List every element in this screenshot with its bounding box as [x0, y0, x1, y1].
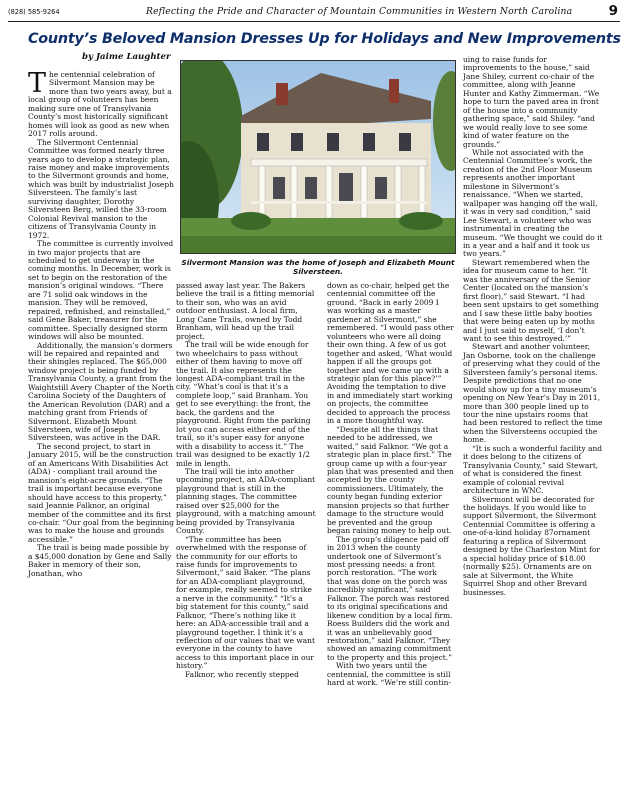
paragraph: The trail is being made possible by a $45,000 donation by Gene and Sally Baker in memory of their son, Jonathan, who [28, 543, 172, 578]
paragraph: Stewart remembered when the idea for museum came to her. “It was the anniversary of the Senior Center (located on the mansion’s first floor),” said Stewart. “I had been sent upstairs to get something and I saw these little baby booties that were being eaten up by moths and I just said to myself, ‘I don’t want to see this destroyed.’” [463, 257, 599, 343]
header-tagline: Reflecting the Pride and Character of Mountain Communities in Western North Carolina [146, 6, 573, 17]
paragraph: The second project, to start in January 2015, will be the construction of an Americans With Disabilities Act (ADA) - compliant trail around the mansion’s eight-acre grounds. “The trail is important because everyone should have access to this property,” said Jeannie Falknor, an original member of the committee and its first co-chair. “Our goal from the beginning was to make the house and grounds accessible.” [28, 441, 174, 544]
paragraph: Additionally, the mansion’s dormers will be repaired and repainted and their shingles replaced. The $65,000 window project is being funded by Transylvania County, a grant from the Waightstill Avery Chapter of the North Carolina Society of the Daughters of the American Revolution (DAR) and a matching grant from Friends of Silvermont. Elizabeth Mount Silversteen, wife of Joseph Silversteen, was active in the DAR. [28, 340, 174, 443]
paragraph: Falknor, who recently stepped [185, 669, 299, 679]
paragraph: The centennial celebration of Silvermont Mansion may be more than two years away, but a local group of volunteers has been making sure one of Transylvania County’s most historically significant homes will look as good as new when 2017 rolls around. [28, 68, 172, 139]
paragraph: The group’s diligence paid off in 2013 when the county undertook one of Silvermont’s most pressing needs: a front porch restoration. “The work that was done on the porch was incredibly significant,” said Falknor. The porch was restored to its original specifications and likenew condition by a local firm. Roess Builders did the work and it was an unbelievably good restoration,” said Falknor. “They showed an amazing commitment to the property and this project.” [327, 534, 453, 662]
paragraph: The committee is currently involved in two major projects that are scheduled to get underway in the coming months. In December, work is set to begin on the restoration of the mansion’s original windows. “There are 71 solid oak windows in the mansion. They will be removed, repaired, refinished, and reinstalled,” said Gene Baker, treasurer for the committee. Specially designed storm windows will also be mounted. [28, 239, 174, 342]
mansion-photo [180, 60, 456, 254]
paragraph: With two years until the centennial, the committee is still hard at work. “We’re still contin- [327, 661, 451, 688]
paragraph: “Despite all the things that needed to be addressed, we waited,” said Falknor. “We got a strategic plan in place first.” The group came up with a four-year plan that was presented and then accepted by the county commissioners. Ultimately, the county began funding exterior mansion projects so that further damage to the structure would be prevented and the group began raising money to help out. [327, 424, 454, 536]
header-phone: (828) 585-9264 [8, 8, 60, 16]
paragraph: Silvermont will be decorated for the holidays. If you would like to support Silvermont, the Silvermont Centennial Committee is offering a one-of-a-kind holiday 87ornament featuring a replica of Silvermont designed by the Charleston Mint for a special holiday price of $18.00 (normally $25). Ornaments are on sale at Silvermont, the White Squirrel Shop and other Brevard businesses. [463, 494, 600, 597]
paragraph: The Silvermont Centennial Committee was formed nearly three years ago to develop a strategic plan, raise money and make improvements to the Silvermont grounds and home, which was built by industrialist Joseph Silversteen. The family’s last surviving daughter, Dorothy Silversteen Berg, willed the 33-room Colonial Revival mansion to the citizens of Transylvania County in 1972. [28, 137, 174, 240]
paragraph: “The committee has been overwhelmed with the response of the community for our efforts to raise funds for improvements to Silvermont,” said Baker. “The plans for an ADA-compliant playground, for example, really seemed to strike a nerve in the community.” “It’s a big statement for this county,” said Falknor, “There’s nothing like it here: an ADA-accessible trail and a playground together. I think it’s a reflection of our values that we want everyone in the county to have access to this important place in our history.” [176, 534, 315, 671]
page-number: 9 [608, 3, 618, 19]
paragraph: The trail will tie into another upcoming project, an ADA-compliant playground that is still in the planning stages. The committee raised over $25,000 for the playground, with a matching amount being provided by Transylvania County. [176, 466, 316, 536]
paragraph: “It is such a wonderful facility and it does belong to the citizens of Transylvania County,” said Stewart, of what is considered the finest example of colonial revival architecture in WNC. [463, 443, 603, 496]
article-column-4 [463, 56, 603, 597]
mansion-illustration [181, 61, 456, 254]
article-column-1 [28, 68, 174, 578]
paragraph: down as co-chair, helped get the centennial committee off the ground. “Back in early 2009 I was working as a master gardener at Silvermont,” she remembered. “I would pass other volunteers who were all doing their own thing. A few of us got together and asked, ‘What would happen if all the groups got together and we came up with a strategic plan for this place?’” Avoiding the temptation to dive in and immediately start working on projects, the committee decided to approach the process in a more thoughtful way. [327, 281, 454, 426]
article-byline: by Jaime Laughter [82, 52, 171, 62]
paragraph: The trail will be wide enough for two wheelchairs to pass without either of them having to move off the trail. It also represents the longest ADA-compliant trail in the city. “What’s cool is that it’s a complete loop,” said Branham. You get to see everything: the front, the back, the gardens and the playground. Right from the parking lot you can access either end of the trail, so it’s super easy for anyone with a disability to access it.” The trail was designed to be exactly 1/2 mile in length. [176, 340, 311, 468]
paragraph: While not associated with the Centennial Committee’s work, the creation of the 2nd Floor Museum represents another important milestone in Silvermont’s renaissance. “When we started, wallpaper was hanging off the wall, it was in very sad condition,” said Lee Stewart, a volunteer who was instrumental in creating the museum. “We thought we could do it in a year and a half and it took us two years.” [463, 147, 603, 259]
paragraph: uing to raise funds for improvements to the house,” said Jane Shiley, current co-chair of the committee, along with Jeanne Hunter and Kathy Zimmerman. “We hope to turn the paved area in front of the house into a community gathering space,” said Shiley. “and we would really love to see some kind of water feature on the grounds.” [463, 55, 600, 149]
article-column-2 [176, 282, 316, 679]
article-column-3 [327, 282, 454, 688]
drop-cap: T [28, 68, 47, 99]
paragraph: Stewart and another volunteer, Jan Osborne, took on the challenge of preserving what they could of the Silversteen family’s personal items. Despite predictions that no one would show up for a tiny museum’s opening on New Year’s Day in 2011, more than 300 people lined up to tour the nine upstairs rooms that had been restored to reflect the time when the Silversteens occupied the home. [463, 342, 603, 445]
paragraph: passed away last year. The Bakers believe the trail is a fitting memorial to their son, who was an avid outdoor enthusiast. A local firm, Long Cane Trails, owned by Todd Branham, will head up the trail project. [176, 281, 315, 341]
page-header [8, 4, 620, 22]
photo-caption: Silvermont Mansion was the home of Joseph and Elizabeth Mount Silversteen. [181, 258, 455, 276]
article-headline: County’s Beloved Mansion Dresses Up for Holidays and New Improvements [28, 31, 621, 47]
